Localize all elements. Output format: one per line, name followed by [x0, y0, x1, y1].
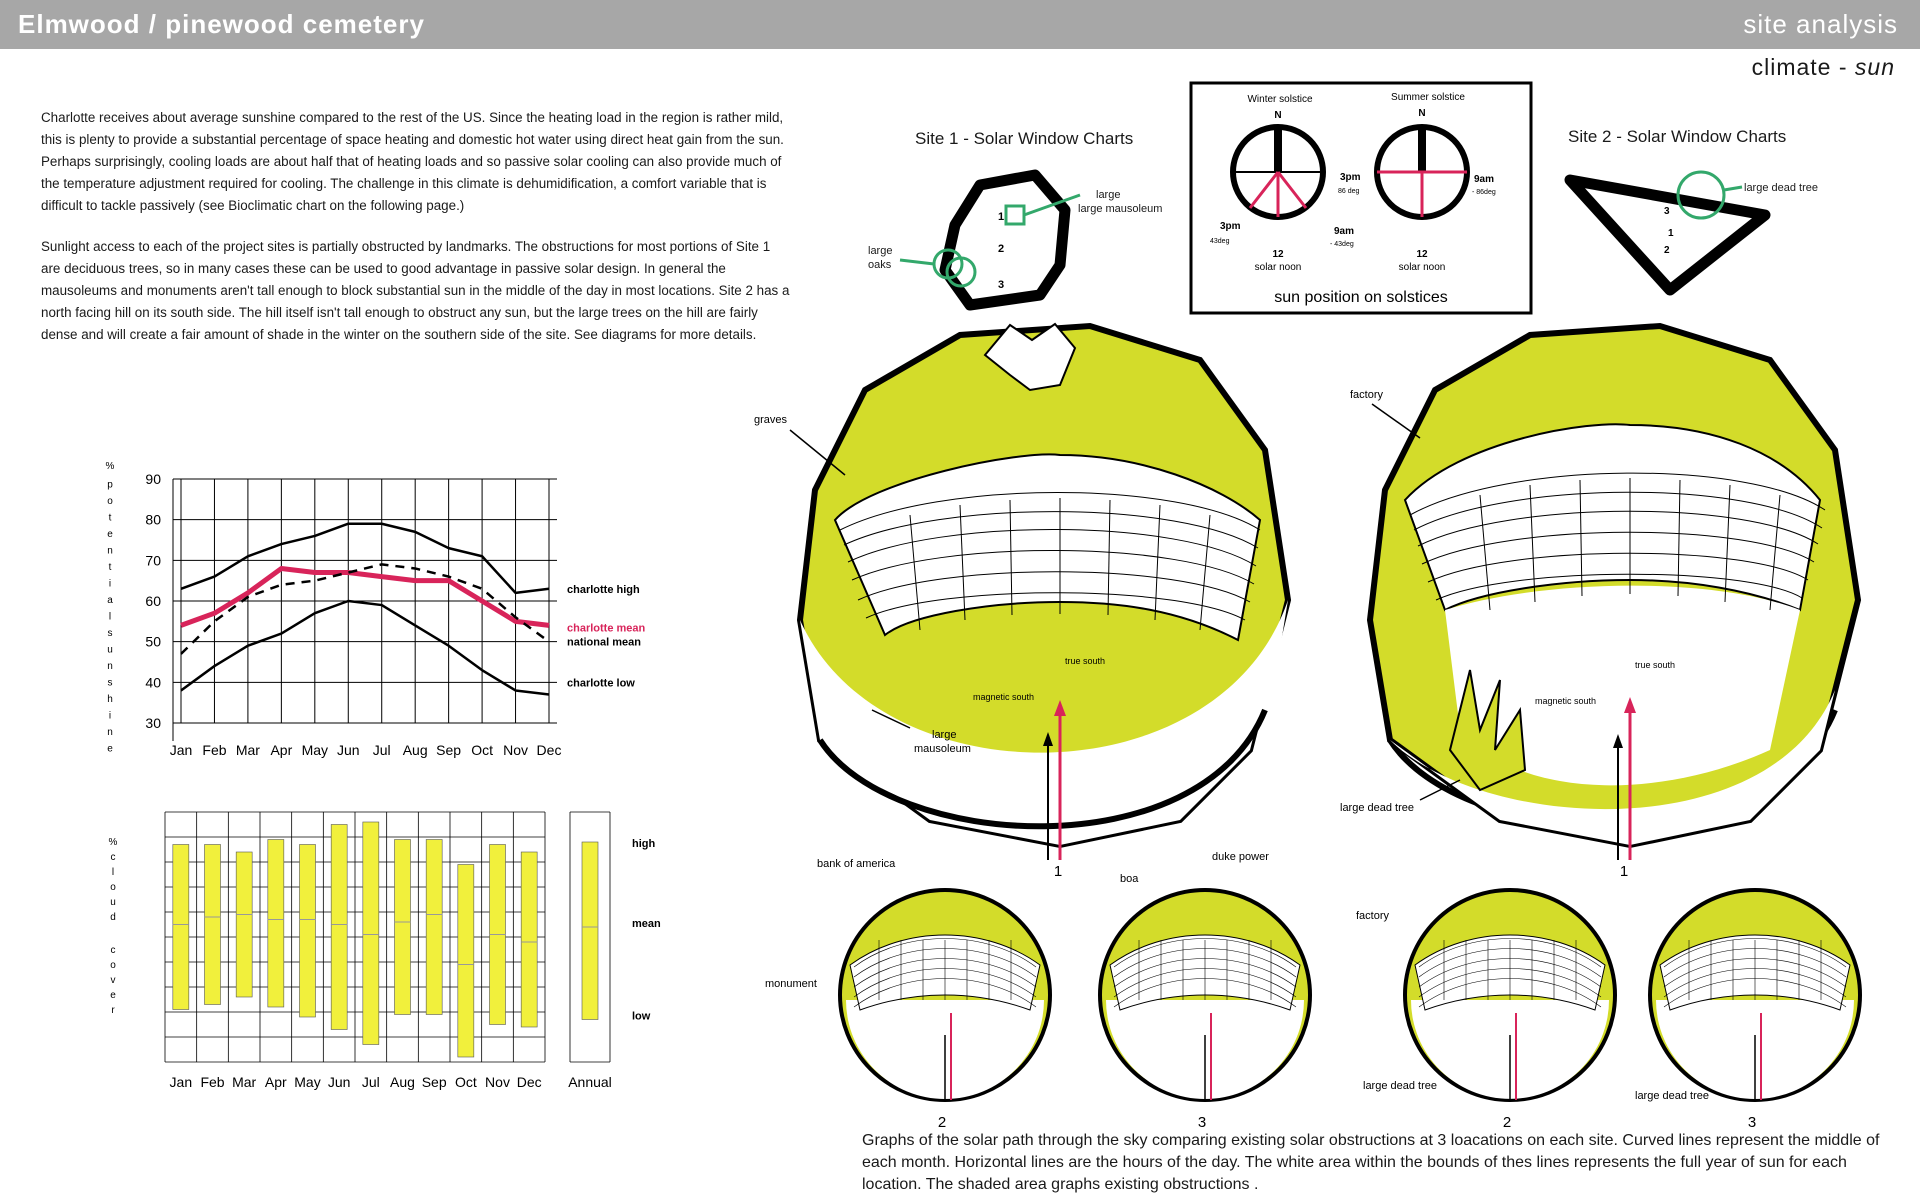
- x-tick-label: Dec: [516, 1074, 542, 1090]
- cloud-bar: [395, 840, 411, 1015]
- dead-tree-leader: [1724, 187, 1742, 190]
- ylabel-char: r: [111, 1005, 115, 1016]
- oaks-label-1: large: [868, 245, 893, 257]
- y-tick-label: 90: [145, 471, 161, 487]
- summer-9am-deg: - 86deg: [1472, 189, 1496, 196]
- subtitle-emphasis: sun: [1854, 54, 1895, 80]
- legend-mean: mean: [632, 918, 661, 930]
- winter-label: Winter solstice: [1247, 94, 1313, 105]
- summer-3pm-deg: 86 deg: [1338, 188, 1360, 195]
- small-chart-label: large dead tree: [1635, 1090, 1709, 1102]
- series-line-charlotte-low: [181, 601, 549, 695]
- site1-point-2: 2: [998, 243, 1005, 255]
- ylabel-char: e: [110, 990, 116, 1001]
- bar-grid: [165, 812, 610, 1062]
- x-tick-label: Mar: [232, 1074, 257, 1090]
- x-tick-label: Dec: [536, 742, 562, 758]
- site2-chart-number: 1: [1619, 863, 1629, 880]
- ylabel-char: u: [107, 644, 113, 656]
- oaks-label-2: oaks: [868, 259, 892, 271]
- site1-chart-number: 1: [1053, 863, 1063, 880]
- mausoleum-marker: [1006, 206, 1024, 224]
- x-tick-label: Sep: [436, 742, 462, 758]
- summer-noon: solar noon: [1398, 262, 1446, 273]
- x-tick-label: Jun: [336, 742, 360, 758]
- x-tick-label: Sep: [421, 1074, 447, 1090]
- site2-point-1: 1: [1668, 228, 1674, 239]
- ylabel-char: c: [110, 945, 116, 956]
- ylabel-char: t: [108, 562, 112, 573]
- legend-national-mean: national mean: [567, 636, 641, 649]
- small-chart-label: monument: [765, 978, 817, 990]
- ylabel-char: o: [110, 960, 116, 971]
- dead-tree-marker: [1678, 172, 1724, 218]
- ylabel-char: p: [107, 479, 113, 491]
- legend-low: low: [632, 1010, 651, 1023]
- mausoleum-label-b: mausoleum: [914, 743, 971, 755]
- summer-3pm: 3pm: [1340, 172, 1361, 183]
- true-south-label: true south: [1065, 656, 1106, 666]
- ylabel-char: %: [108, 837, 118, 848]
- ylabel-char: o: [107, 496, 113, 507]
- ylabel-char: o: [110, 882, 116, 893]
- diagram-caption: Graphs of the solar path through the sky comparing existing solar obstructions at 3 loacations on each site. Curved lines represent the middle of each month. Horizontal lines are the hours of the day. The white area within the bounds of thes lines represents the full year of sun for each location. The shaded area graphs existing obstructions .: [862, 1132, 1880, 1193]
- ylabel-char: u: [110, 897, 116, 908]
- x-tick-label: Annual: [568, 1074, 612, 1090]
- x-tick-label: Apr: [270, 742, 293, 758]
- cloud-bar: [458, 865, 474, 1058]
- mausoleum-label-a: large: [932, 729, 957, 741]
- cloud-bar: [331, 825, 347, 1030]
- x-tick-label: May: [294, 1074, 321, 1090]
- magnetic-south-label: magnetic south: [973, 692, 1035, 702]
- ylabel-char: s: [107, 677, 113, 689]
- ylabel-char: n: [107, 661, 113, 672]
- summer-compass: [1377, 127, 1467, 217]
- site2-dead-tree-label: large dead tree: [1340, 802, 1414, 814]
- cloud-bar: [426, 840, 442, 1015]
- site2-title: Site 2 - Solar Window Charts: [1568, 127, 1787, 146]
- x-tick-label: Jun: [327, 1074, 351, 1090]
- cloud-bar: [300, 845, 316, 1018]
- y-tick-label: 60: [145, 593, 161, 609]
- x-tick-label: Jul: [372, 742, 391, 758]
- small-chart-label: large dead tree: [1363, 1080, 1437, 1092]
- site2-point-3: 3: [1664, 206, 1670, 217]
- cloud-bar: [363, 822, 379, 1045]
- site1-diagram: [860, 120, 1163, 330]
- small-chart-number: 2: [1502, 1114, 1512, 1131]
- cloud-cover-bar-chart: [95, 800, 661, 1100]
- x-tick-label: Feb: [200, 1074, 225, 1090]
- small-chart-label: factory: [1356, 910, 1390, 922]
- ylabel-char: v: [110, 975, 116, 986]
- cloud-bar: [268, 840, 284, 1008]
- ylabel-char: s: [107, 628, 113, 639]
- legend-charlotte-mean: charlotte mean: [567, 622, 646, 635]
- legend-high: high: [632, 838, 656, 850]
- ylabel-char: e: [107, 529, 113, 540]
- x-tick-label: Jan: [169, 1074, 193, 1090]
- sunshine-line-chart: [95, 455, 655, 758]
- x-tick-label: Jul: [361, 1074, 380, 1090]
- y-tick-label: 70: [145, 552, 161, 569]
- small-chart-label: bank of america: [817, 858, 896, 870]
- header-bar: [0, 0, 1920, 49]
- series-line-charlotte-high: [181, 524, 549, 593]
- legend-charlotte-high: charlotte high: [567, 583, 640, 596]
- site1-point-1: 1: [998, 211, 1005, 223]
- ylabel-char: n: [107, 727, 113, 738]
- ylabel-char: t: [108, 512, 112, 524]
- small-chart-1: [840, 890, 1050, 1131]
- winter-9am-deg: - 43deg: [1330, 241, 1354, 248]
- y-tick-label: 80: [145, 511, 161, 528]
- x-tick-label: Apr: [264, 1074, 287, 1090]
- site2-point-2: 2: [1664, 245, 1670, 256]
- small-chart-label: duke power: [1212, 851, 1269, 863]
- ylabel-char: d: [110, 912, 116, 923]
- small-chart-number: 3: [1747, 1114, 1757, 1131]
- ylabel-char: e: [107, 743, 113, 755]
- intro-paragraph-2: Sunlight access to each of the project sites is partially obstructed by landmarks. The obstructions for most portions of Site 1 are deciduous trees, so in many cases these can be used to good advantage in passive solar design. In general the mausoleums and monuments aren't tall enough to block substantial sun in the middle of the day in most locations. Site 2 has a north facing hill on its south side. The hill itself isn't tall enough to obstruct any sun, but the large trees on the hill are fairly dense and will create a fair amount of shade in the winter on the southern side of the site. See diagrams for more details.: [41, 239, 790, 342]
- small-chart-label: boa: [1120, 873, 1139, 885]
- series-line-charlotte-mean: [181, 568, 549, 625]
- x-tick-label: Feb: [202, 742, 227, 758]
- ylabel-char: h: [107, 694, 113, 705]
- y-tick-label: 40: [145, 674, 161, 691]
- site2-diagram: [1560, 120, 1905, 300]
- x-tick-label: Oct: [471, 742, 493, 758]
- small-chart-number: 2: [937, 1114, 947, 1131]
- ylabel-char: l: [111, 867, 115, 878]
- x-tick-label: Oct: [454, 1074, 477, 1090]
- ylabel-char: i: [108, 710, 112, 722]
- site1-sun-path-chart: [754, 330, 1340, 890]
- small-sun-path-charts: [750, 851, 1910, 1131]
- dead-tree-label: large dead tree: [1744, 182, 1818, 194]
- x-tick-label: Jan: [169, 742, 193, 758]
- ylabel-char: c: [110, 852, 116, 863]
- x-tick-label: May: [301, 742, 329, 758]
- site1-title: Site 1 - Solar Window Charts: [915, 129, 1134, 148]
- ylabel-char: %: [105, 461, 115, 472]
- solstice-diagram: [1190, 82, 1532, 314]
- cloud-bar: [173, 845, 189, 1010]
- cloud-bar: [521, 852, 537, 1027]
- small-chart-3: [1405, 890, 1615, 1131]
- site2-true-south-label: true south: [1635, 660, 1676, 670]
- page-title: Elmwood / pinewood cemetery: [18, 9, 425, 39]
- graves-label: graves: [754, 414, 788, 426]
- site2-sun-path-chart: [1330, 330, 1910, 890]
- subtitle: [1752, 54, 1895, 81]
- ylabel-char: i: [108, 578, 112, 590]
- x-tick-label: Aug: [402, 742, 428, 758]
- legend-charlotte-low: charlotte low: [567, 677, 635, 690]
- cloud-bar: [205, 845, 221, 1005]
- y-tick-label: 30: [145, 715, 161, 731]
- intro-paragraph-1: Charlotte receives about average sunshine compared to the rest of the US. Since the heating load in the region is rather mild, this is plenty to provide a substantial percentage of space heating and domestic hot water using direct heat gain from the sun. Perhaps surprisingly, cooling loads are about half that of heating loads and so passive solar cooling can also provide much of the temperature adjustment required for cooling. The challenge in this climate is dehumidification, a comfort variable that is difficult to tackle passively (see Bioclimatic chart on the following page.): [41, 110, 784, 213]
- y-tick-label: 50: [145, 633, 161, 650]
- winter-noon: solar noon: [1254, 262, 1302, 273]
- site1-point-3: 3: [998, 279, 1005, 291]
- mausoleum-label: large mausoleum: [1078, 203, 1163, 215]
- oaks-leader: [900, 260, 934, 264]
- ylabel-char: n: [107, 545, 113, 557]
- winter-3pm-deg: 43deg: [1210, 238, 1230, 245]
- x-tick-label: Nov: [485, 1074, 510, 1090]
- winter-compass: [1233, 127, 1323, 217]
- winter-3pm: 3pm: [1220, 221, 1241, 232]
- ylabel-char: a: [107, 595, 113, 606]
- ylabel-char: l: [108, 611, 112, 623]
- site2-factory-label: factory: [1350, 389, 1384, 401]
- cloud-bar: [582, 842, 598, 1020]
- x-tick-label: Nov: [503, 742, 528, 758]
- winter-9am: 9am: [1334, 226, 1355, 237]
- solstice-caption: sun position on solstices: [1274, 289, 1448, 306]
- mausoleum-label-1: large: [1096, 189, 1121, 201]
- summer-north: N: [1418, 108, 1426, 119]
- small-chart-2: [1100, 890, 1310, 1131]
- section-title: site analysis: [1743, 9, 1898, 39]
- small-chart-number: 3: [1197, 1114, 1207, 1131]
- cloud-bar: [236, 852, 252, 997]
- x-tick-label: Aug: [390, 1074, 415, 1090]
- winter-12: 12: [1272, 249, 1284, 260]
- site2-magnetic-south-label: magnetic south: [1535, 696, 1597, 706]
- x-tick-label: Mar: [235, 742, 260, 758]
- winter-north: N: [1274, 110, 1282, 121]
- summer-9am: 9am: [1474, 174, 1495, 185]
- subtitle-main: climate -: [1751, 54, 1855, 80]
- summer-label: Summer solstice: [1391, 92, 1465, 103]
- summer-12: 12: [1416, 249, 1428, 260]
